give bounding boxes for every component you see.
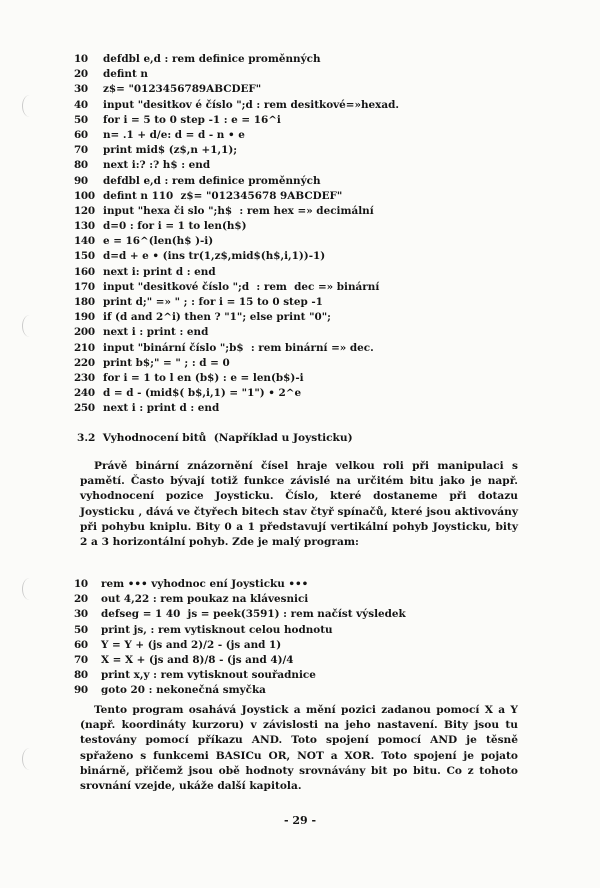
line-number: 60 [74, 638, 88, 651]
line-number: 100 [74, 189, 95, 202]
code-text: input "desitkov é číslo ";d : rem desitkové=»hexad. [103, 98, 399, 111]
code-line [74, 280, 399, 295]
code-text: defdbl e,d : rem definice proměnných [103, 53, 321, 65]
code-text: d = d - (mid$( b$,i,1) = "1") • 2^e [103, 387, 302, 400]
line-number: 170 [74, 280, 95, 293]
code-line [74, 386, 399, 401]
code-text: if (d and 2^i) then ? "1"; else print "0"; [103, 311, 331, 324]
code-line [74, 653, 406, 668]
line-number: 20 [74, 68, 88, 81]
line-number: 90 [74, 684, 88, 697]
code-text: d=0 : for i = 1 to len(h$) [103, 220, 247, 233]
code-line [74, 295, 399, 310]
punch-hole-mark [22, 578, 37, 600]
line-number: 140 [74, 235, 95, 248]
paragraph-explanation [80, 703, 518, 794]
code-text: next i: print d : end [103, 265, 216, 278]
code-line [74, 265, 399, 280]
code-line [74, 310, 399, 325]
code-text: e = 16^(len(h$ )-i) [103, 235, 214, 248]
code-text: input "desitkové číslo ";d : rem dec =» binární [103, 280, 380, 293]
code-listing-conversions [74, 52, 399, 417]
punch-hole-mark [22, 748, 37, 770]
punch-hole-mark [22, 95, 37, 117]
code-line [74, 683, 406, 698]
code-text: defint n 110 z$= "012345678 9ABCDEF" [103, 189, 343, 202]
code-line [74, 128, 399, 143]
code-text: for i = 1 to l en (b$) : e = len(b$)-i [103, 371, 304, 384]
code-text: z$= "0123456789ABCDEF" [103, 83, 262, 96]
code-listing-joystick [74, 577, 406, 699]
paragraph-text: Právě binární znázornění čísel hraje velkou roli při manipulaci s pamětí. Často bývají totiž funkce závislé na určitém bitu jako je např. vyhodnocení pozice Joysticku. Číslo, které dostaneme při dotazu Joysticku , dává ve čtyřech bitech stav čtyř spínačů, které jsou aktivovány při pohybu kniplu. Bity 0 a 1 představují vertikální pohyb Joysticku, bity 2 a 3 horizontální pohyb. Zde je malý program: [80, 460, 518, 549]
code-text: rem ••• vyhodnoc ení Joysticku ••• [101, 578, 309, 590]
code-text: n= .1 + d/e: d = d - n • e [103, 128, 245, 141]
paragraph-intro [80, 459, 518, 550]
code-text: next i : print : end [103, 326, 209, 339]
paragraph-text: Tento program osahává Joystick a mění pozici zadanou pomocí X a Y (např. koordináty kurzoru) v závislosti na jeho nastavení. Bity jsou tu testovány pomocí příkazu AND. Toto spojení pomocí AND je těsně spřaženo s funkcemi BASICu OR, NOT a XOR. Toto spojení je pojato binárně, přičemž jsou obě hodnoty srovnávány bit po bitu. Co z tohoto srovnání vzejde, ukáže další kapitola. [80, 704, 518, 793]
code-text: d=d + e • (ins tr(1,z$,mid$(h$,i,1))-1) [103, 250, 326, 263]
code-line [74, 52, 399, 67]
code-line [74, 592, 406, 607]
line-number: 190 [74, 311, 95, 324]
code-line [74, 249, 399, 264]
line-number: 160 [74, 265, 95, 278]
line-number: 60 [74, 128, 88, 141]
code-text: input "hexa či slo ";h$ : rem hex =» decimální [103, 204, 374, 217]
code-text: next i:? :? h$ : end [103, 159, 211, 172]
line-number: 10 [74, 53, 88, 65]
line-number: 180 [74, 296, 95, 308]
code-line [74, 67, 399, 82]
code-line [74, 401, 399, 416]
code-line [74, 234, 399, 249]
line-number: 150 [74, 250, 95, 263]
page-number: - 29 - [283, 814, 317, 827]
code-line [74, 325, 399, 340]
code-line [74, 82, 399, 97]
line-number: 50 [74, 113, 88, 126]
line-number: 20 [74, 593, 88, 606]
code-line [74, 174, 399, 189]
line-number: 90 [74, 174, 88, 187]
section-heading: 3.2 Vyhodnocení bitů (Například u Joysticku) [77, 432, 353, 444]
code-line [74, 356, 399, 371]
code-text: print x,y : rem vytisknout souřadnice [101, 669, 316, 682]
code-text: defdbl e,d : rem definice proměnných [103, 174, 321, 187]
code-line [74, 577, 406, 592]
code-text: print js, : rem vytisknout celou hodnotu [101, 623, 333, 636]
line-number: 70 [74, 653, 88, 666]
code-text: input "binární číslo ";b$ : rem binární =» dec. [103, 341, 374, 354]
code-line [74, 189, 399, 204]
line-number: 240 [74, 387, 95, 400]
code-line [74, 158, 399, 173]
code-text: print d;" =» " ; : for i = 15 to 0 step -1 [103, 296, 323, 308]
code-line [74, 143, 399, 158]
code-text: X = X + (js and 8)/8 - (js and 4)/4 [101, 653, 294, 666]
punch-hole-mark [22, 315, 37, 337]
code-text: goto 20 : nekonečná smyčka [101, 684, 266, 697]
code-line [74, 219, 399, 234]
line-number: 230 [74, 371, 95, 384]
code-line [74, 113, 399, 128]
code-text: print b$;" = " ; : d = 0 [103, 356, 230, 369]
code-line [74, 204, 399, 219]
code-text: defint n [103, 68, 148, 81]
line-number: 10 [74, 578, 88, 590]
line-number: 210 [74, 341, 95, 354]
code-line [74, 341, 399, 356]
line-number: 250 [74, 402, 95, 415]
code-text: next i : print d : end [103, 402, 220, 415]
line-number: 130 [74, 220, 95, 233]
line-number: 40 [74, 98, 88, 111]
code-line [74, 638, 406, 653]
code-text: out 4,22 : rem poukaz na klávesnici [101, 593, 309, 606]
line-number: 200 [74, 326, 95, 339]
code-text: print mid$ (z$,n +1,1); [103, 144, 238, 157]
line-number: 30 [74, 608, 88, 621]
code-line [74, 668, 406, 683]
line-number: 50 [74, 623, 88, 636]
code-line [74, 623, 406, 638]
code-text: Y = Y + (js and 2)/2 - (js and 1) [101, 638, 282, 651]
code-text: defseg = 1 40 js = peek(3591) : rem načíst výsledek [101, 608, 406, 621]
line-number: 30 [74, 83, 88, 96]
code-line [74, 98, 399, 113]
line-number: 120 [74, 204, 95, 217]
line-number: 220 [74, 356, 95, 369]
code-line [74, 371, 399, 386]
code-line [74, 607, 406, 622]
line-number: 70 [74, 144, 88, 157]
line-number: 80 [74, 159, 88, 172]
code-text: for i = 5 to 0 step -1 : e = 16^i [103, 113, 281, 126]
line-number: 80 [74, 669, 88, 682]
